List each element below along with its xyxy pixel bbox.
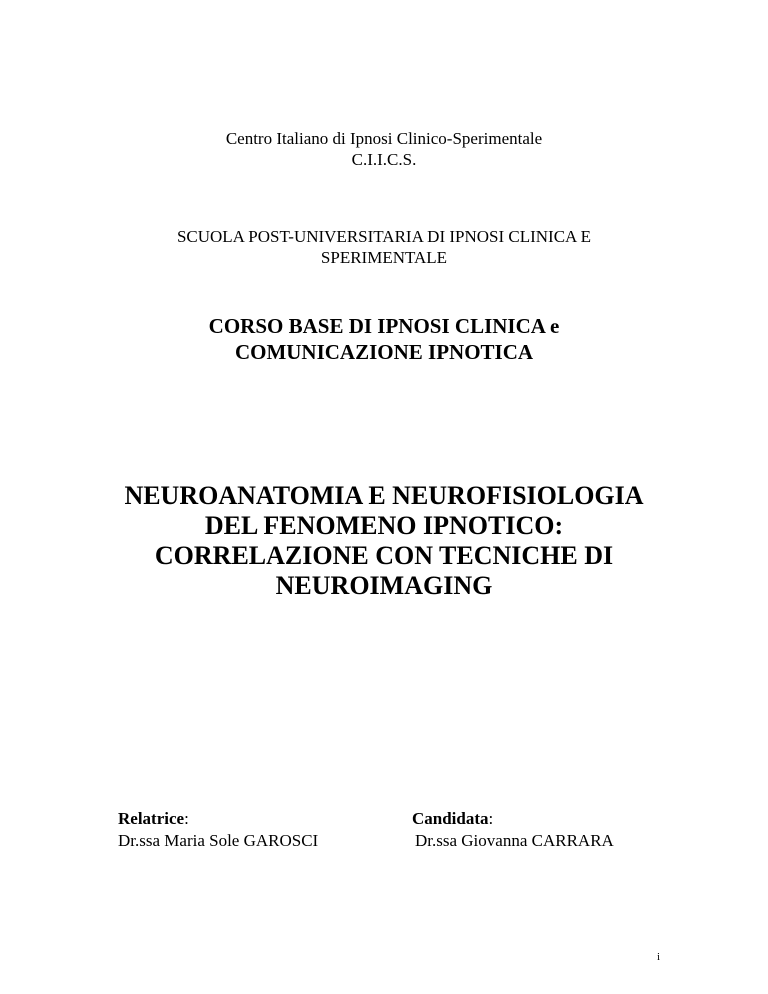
supervisor-block xyxy=(118,808,318,852)
institute-name: Centro Italiano di Ipnosi Clinico-Sperimentale xyxy=(225,129,543,148)
supervisor-colon: : xyxy=(184,809,189,828)
course-line-2: COMUNICAZIONE IPNOTICA xyxy=(234,340,534,364)
supervisor-name: Dr.ssa Maria Sole GAROSCI xyxy=(118,831,319,850)
thesis-title xyxy=(0,481,768,601)
thesis-title-line-1: NEUROANATOMIA E NEUROFISIOLOGIA xyxy=(124,481,644,510)
course-line-1: CORSO BASE DI IPNOSI CLINICA e xyxy=(208,314,560,338)
candidate-block xyxy=(412,808,614,852)
candidate-colon: : xyxy=(488,809,494,828)
school-line-2: SPERIMENTALE xyxy=(320,248,448,267)
candidate-name: Dr.ssa Giovanna CARRARA xyxy=(415,831,614,850)
institute-header xyxy=(0,128,768,170)
supervisor-role: Relatrice xyxy=(118,809,185,828)
school-line-1: SCUOLA POST-UNIVERSITARIA DI IPNOSI CLINICA E xyxy=(176,227,592,246)
thesis-title-line-3: CORRELAZIONE CON TECNICHE DI xyxy=(154,541,614,570)
thesis-title-line-2: DEL FENOMENO IPNOTICO: xyxy=(204,511,564,540)
institute-acronym: C.I.I.C.S. xyxy=(351,150,417,169)
page-number: i xyxy=(656,951,660,963)
school-header xyxy=(0,226,768,268)
candidate-role: Candidata xyxy=(412,809,489,828)
course-title xyxy=(0,313,768,365)
thesis-title-line-4: NEUROIMAGING xyxy=(275,571,493,600)
